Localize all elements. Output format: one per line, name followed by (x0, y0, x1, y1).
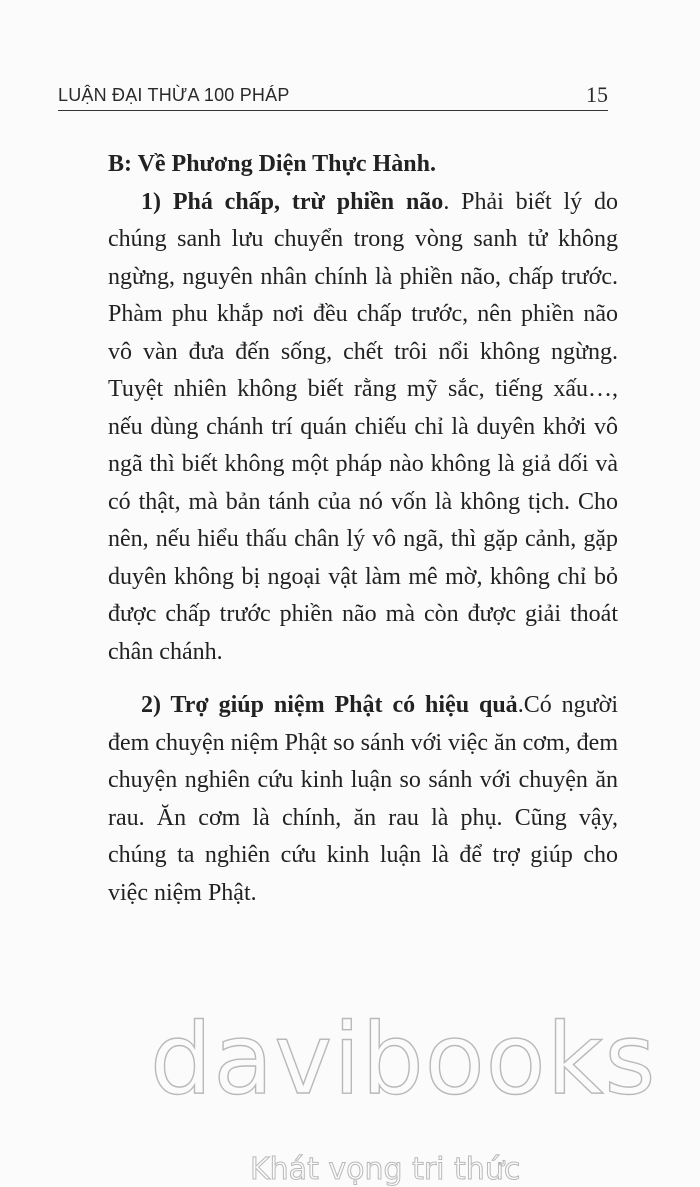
paragraph-2 (108, 687, 618, 912)
paragraph-1-text: . Phải biết lý do chúng sanh lưu chuyển trong vòng sanh tử không ngừng, nguyên nhân chính là phiền não, chấp trước. Phàm phu khắp nơi đều chấp trước, nên phiền não vô vàn đưa đến sống, chết trôi nổi không ngừng. Tuyệt nhiên không biết rằng mỹ sắc, tiếng xấu…, nếu dùng chánh trí quán chiếu chỉ là duyên khởi vô ngã thì biết không một pháp nào không là giả dối và có thật, mà bản tánh của nó vốn là không tịch. Cho nên, nếu hiểu thấu chân lý vô ngã, thì gặp cảnh, gặp duyên không bị ngoại vật làm mê mờ, không chỉ bỏ được chấp trước phiền não mà còn được giải thoát chân chánh. (108, 188, 618, 665)
watermark (150, 1003, 657, 1187)
section-heading: B: Về Phương Diện Thực Hành. (108, 151, 436, 177)
paragraph-2-text: .Có người đem chuyện niệm Phật so sánh với việc ăn cơm, đem chuyện nghiên cứu kinh luận so sánh với chuyện ăn rau. Ăn cơm là chính, ăn rau là phụ. Cũng vậy, chúng ta nghiên cứu kinh luận là để trợ giúp cho việc niệm Phật. (108, 692, 618, 906)
page-number: 15 (586, 82, 608, 107)
paragraph-1 (108, 184, 618, 672)
paragraph-2-lead: 2) Trợ giúp niệm Phật có hiệu quả (141, 692, 518, 718)
body-text (108, 146, 618, 912)
watermark-name: davibooks (150, 1003, 657, 1117)
running-title: LUẬN ĐẠI THỪA 100 PHÁP (58, 85, 290, 105)
paragraph-1-lead: 1) Phá chấp, trừ phiền não (141, 188, 444, 215)
watermark-tagline: Khát vọng tri thức (250, 1152, 521, 1187)
running-header (58, 80, 608, 111)
